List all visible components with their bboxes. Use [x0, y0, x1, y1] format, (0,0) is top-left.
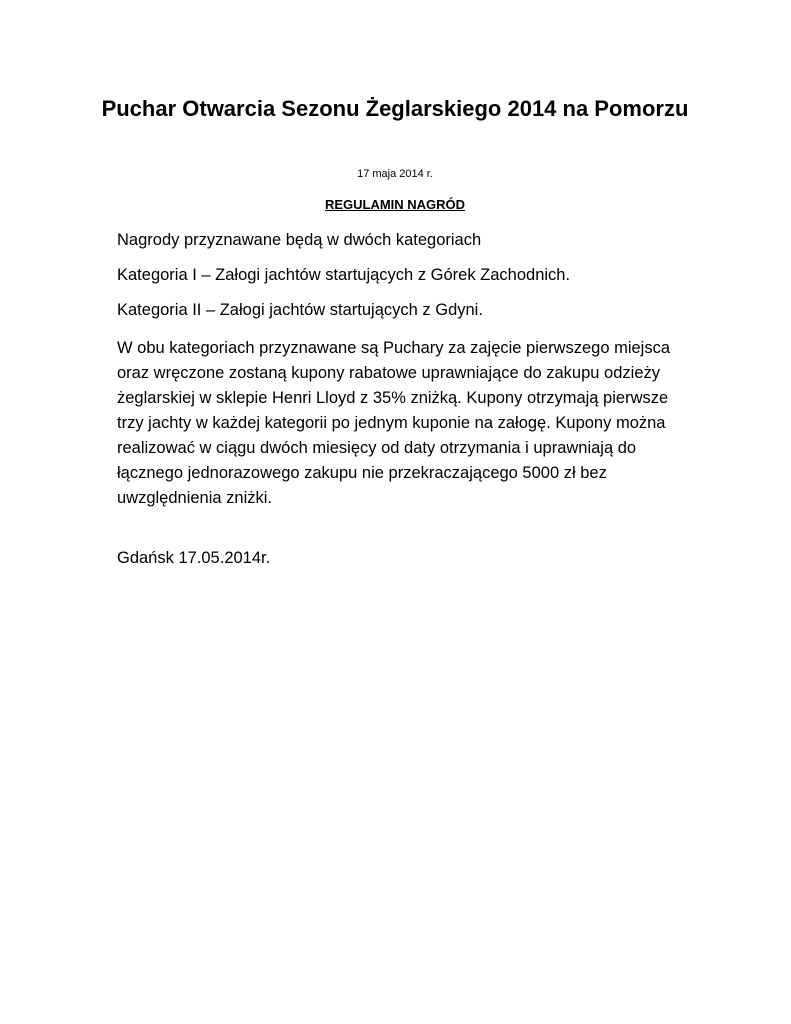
section-heading: REGULAMIN NAGRÓD [324, 197, 466, 212]
paragraph-intro: Nagrody przyznawane będą w dwóch kategoriach [117, 231, 482, 249]
document-date: 17 maja 2014 r. [357, 168, 433, 180]
document-title: Puchar Otwarcia Sezonu Żeglarskiego 2014 na Pomorzu [101, 96, 689, 121]
paragraph-signature-date: Gdańsk 17.05.2014r. [117, 549, 271, 567]
paragraph-category-2: Kategoria II – Załogi jachtów startujących z Gdyni. [117, 301, 483, 319]
paragraph-prizes: W obu kategoriach przyznawane są Puchary za zajęcie pierwszego miejsca oraz wręczone zostaną kupony rabatowe uprawniające do zakupu odzieży żeglarskiej w sklepie Henri Lloyd z 35% zniżką. Kupony otrzymają pierwsze trzy jachty w każdej kategorii po jednym kuponie na załogę. Kupony można realizować w ciągu dwóch miesięcy od daty otrzymania i uprawniają do łącznego jednorazowego zakupu nie przekraczającego 5000 zł bez uwzględnienia zniżki. [117, 339, 671, 507]
paragraph-category-1: Kategoria I – Załogi jachtów startujących z Górek Zachodnich. [117, 266, 571, 284]
